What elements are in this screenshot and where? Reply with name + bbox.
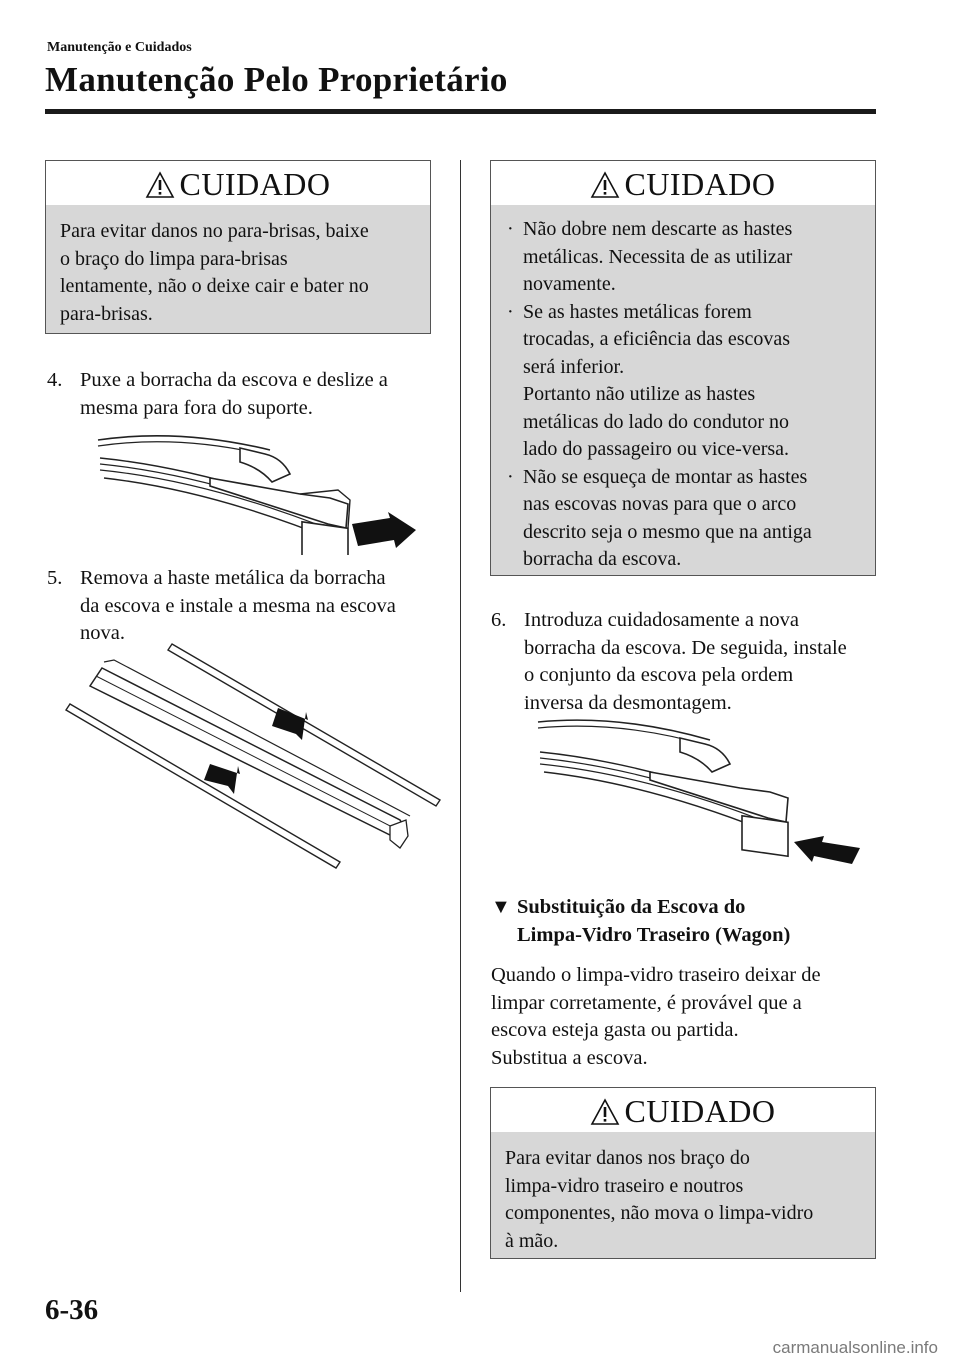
paragraph-line: Substitua a escova.	[491, 1046, 648, 1069]
step-number: 6.	[491, 609, 507, 631]
step-6	[491, 607, 891, 717]
metal-stay-illustration	[60, 640, 450, 870]
bullet-line: Não se esqueça de montar as hastes	[523, 465, 808, 488]
caution-line: para-brisas.	[60, 302, 153, 325]
warning-triangle-icon	[590, 1098, 620, 1126]
heading-line: Limpa-Vidro Traseiro (Wagon)	[517, 923, 791, 946]
caution-box-1	[45, 160, 431, 334]
caution-title: CUIDADO	[624, 166, 776, 202]
warning-triangle-icon	[590, 171, 620, 199]
paragraph-line: Quando o limpa-vidro traseiro deixar de	[491, 964, 821, 986]
caution-text	[491, 205, 875, 575]
page-number: 6-36	[45, 1294, 99, 1326]
caution-bullet: · Não se esqueça de montar as hastes nas escovas novas para que o arco descrito seja o mesmo que na antiga borracha da escova.	[505, 464, 861, 574]
heading-line: Substituição da Escova do	[517, 896, 746, 918]
bullet-line: descrito seja o mesmo que na antiga	[523, 520, 812, 543]
bullet-line: novamente.	[523, 273, 616, 295]
caution-line: Para evitar danos no para-brisas, baixe	[60, 220, 369, 242]
caution-bullet: · Não dobre nem descarte as hastes metálicas. Necessita de as utilizar novamente.	[505, 216, 861, 299]
bullet-line: trocadas, a eficiência das escovas	[523, 328, 791, 350]
step-5	[47, 565, 447, 648]
title-rule	[45, 109, 876, 114]
bullet-line: borracha da escova.	[523, 548, 682, 570]
step-line: borracha da escova. De seguida, instale	[524, 636, 847, 659]
step-line: mesma para fora do suporte.	[80, 396, 313, 419]
caution-bullet: · Se as hastes metálicas forem trocadas, a eficiência das escovas será inferior. Portanto não utilize as hastes metálicas do lado do condutor no lado do passageiro ou vice-versa.	[505, 299, 861, 464]
bullet-line: metálicas do lado do condutor no	[523, 410, 790, 433]
watermark-link[interactable]: carmanualsonline.info	[772, 1338, 938, 1357]
step-line: o conjunto da escova pela ordem	[524, 664, 794, 686]
bullet-line: será inferior.	[523, 355, 625, 378]
bullet-line: Portanto não utilize as hastes	[523, 383, 756, 405]
bullet-line: metálicas. Necessita de as utilizar	[523, 245, 793, 268]
caution-line: componentes, não mova o limpa-vidro	[505, 1202, 814, 1224]
step-line: Remova a haste metálica da borracha	[80, 567, 386, 589]
rear-wiper-paragraph	[491, 962, 881, 1072]
caution-header	[491, 161, 875, 205]
step-line: Puxe a borracha da escova e deslize a	[80, 369, 388, 391]
step-line: Introduza cuidadosamente a nova	[524, 609, 799, 631]
caution-line: à mão.	[505, 1229, 559, 1252]
step-line: inversa da desmontagem.	[524, 691, 732, 714]
caution-box-2	[490, 160, 876, 576]
caution-header	[46, 161, 430, 205]
step-number: 5.	[47, 567, 63, 589]
caution-line: limpa-vidro traseiro e noutros	[505, 1174, 744, 1197]
bullet-line: nas escovas novas para que o arco	[523, 493, 797, 515]
caution-line: Para evitar danos nos braço do	[505, 1147, 750, 1169]
caution-text	[491, 1132, 875, 1258]
column-divider	[460, 160, 461, 1292]
caution-title: CUIDADO	[624, 1093, 776, 1129]
page-title: Manutenção Pelo Proprietário	[45, 60, 508, 99]
paragraph-line: escova esteja gasta ou partida.	[491, 1019, 739, 1041]
wiper-pull-out-illustration	[90, 420, 430, 555]
paragraph-line: limpar corretamente, é provável que a	[491, 991, 802, 1014]
step-number: 4.	[47, 369, 63, 391]
step-line: da escova e instale a mesma na escova	[80, 594, 396, 617]
step-4	[47, 367, 447, 422]
caution-line: lentamente, não o deixe cair e bater no	[60, 275, 369, 297]
bullet-line: Se as hastes metálicas forem	[523, 300, 752, 323]
warning-triangle-icon	[145, 171, 175, 199]
step-line: nova.	[80, 622, 125, 644]
caution-text	[46, 205, 430, 333]
caution-box-3	[490, 1087, 876, 1259]
bullet-line: Não dobre nem descarte as hastes	[523, 218, 793, 240]
caution-line: o braço do limpa para-brisas	[60, 247, 288, 270]
subsection-heading	[491, 894, 871, 949]
caution-title: CUIDADO	[179, 166, 331, 202]
bullet-line: lado do passageiro ou vice-versa.	[523, 438, 790, 460]
section-label: Manutenção e Cuidados	[47, 40, 192, 55]
caution-header	[491, 1088, 875, 1132]
wiper-install-illustration	[530, 712, 870, 872]
triangle-down-icon: ▼	[491, 896, 511, 918]
